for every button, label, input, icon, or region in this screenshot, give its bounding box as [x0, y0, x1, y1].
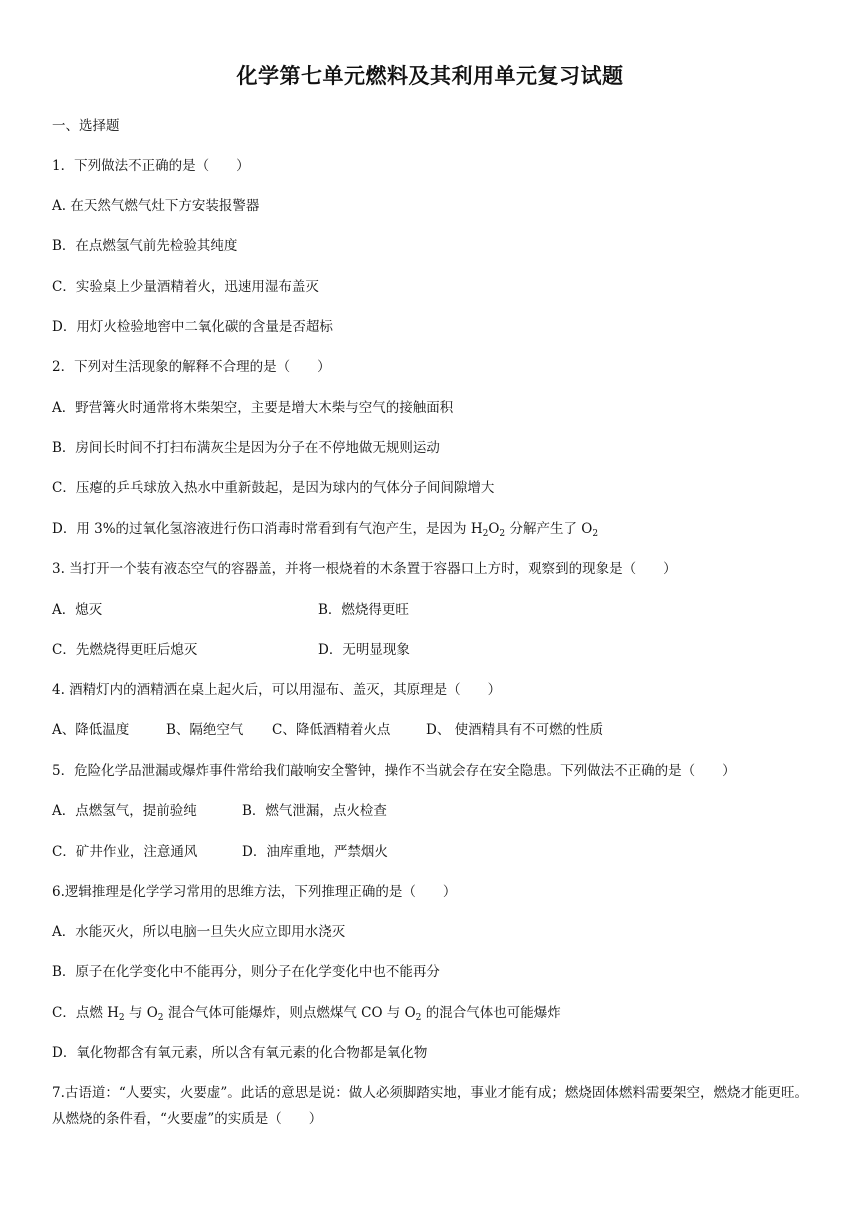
question-2-stem: 2．下列对生活现象的解释不合理的是（ ） — [52, 359, 331, 375]
question-4-option-d: D、 使酒精具有不可燃的性质 — [426, 722, 604, 738]
question-3-option-a: A．熄灭 — [52, 602, 103, 618]
question-2-option-b: B．房间长时间不打扫布满灰尘是因为分子在不停地做无规则运动 — [52, 440, 440, 456]
question-2-option-c: C．压瘪的乒乓球放入热水中重新鼓起，是因为球内的气体分子间间隙增大 — [52, 480, 495, 496]
question-1-option-a: A. 在天然气燃气灶下方安装报警器 — [52, 198, 260, 214]
question-3-option-c: C．先燃烧得更旺后熄灭 — [52, 642, 198, 658]
question-2-option-d: D．用 3%的过氧化氢溶液进行伤口消毒时常看到有气泡产生，是因为 $H_2O_2$ 分解产生了 $O_2$ — [52, 521, 599, 539]
question-2-option-a: A．野营篝火时通常将木柴架空，主要是增大木柴与空气的接触面积 — [52, 400, 454, 416]
question-4-option-b: B、隔绝空气 — [166, 722, 244, 738]
question-4-stem: 4. 酒精灯内的酒精洒在桌上起火后，可以用湿布、盖灭，其原理是（ ） — [52, 682, 502, 698]
question-6-option-b: B．原子在化学变化中不能再分，则分子在化学变化中也不能再分 — [52, 964, 440, 980]
question-4-options — [52, 720, 812, 740]
question-3-options-row-1 — [52, 600, 812, 620]
question-1-option-d: D．用灯火检验地窖中二氧化碳的含量是否超标 — [52, 319, 333, 335]
question-1-option-b: B．在点燃氢气前先检验其纯度 — [52, 238, 238, 254]
question-5-options-row-1 — [52, 801, 812, 821]
question-5-option-c: C．矿井作业，注意通风 — [52, 844, 198, 860]
question-3-options-row-2 — [52, 640, 812, 660]
question-5-option-b: B．燃气泄漏，点火检查 — [242, 803, 387, 819]
question-3-stem: 3. 当打开一个装有液态空气的容器盖，并将一根烧着的木条置于容器口上方时，观察到的现象是（ ） — [52, 561, 677, 577]
question-3-option-b: B．燃烧得更旺 — [318, 602, 409, 618]
question-4-option-c: C、降低酒精着火点 — [272, 722, 391, 738]
question-5-option-a: A．点燃氢气，提前验纯 — [52, 803, 197, 819]
question-5-stem: 5．危险化学品泄漏或爆炸事件常给我们敲响安全警钟，操作不当就会存在安全隐患。下列做法不正确的是（ ） — [52, 763, 736, 779]
document-title: 化学第七单元燃料及其利用单元复习试题 — [236, 64, 624, 88]
question-5-options-row-2 — [52, 842, 812, 862]
question-3-option-d: D．无明显现象 — [318, 642, 410, 658]
question-1-stem: 1．下列做法不正确的是（ ） — [52, 158, 250, 174]
question-6-option-a: A．水能灭火，所以电脑一旦失火应立即用水浇灭 — [52, 924, 346, 940]
question-4-option-a: A、降低温度 — [52, 722, 130, 738]
question-6-option-c: C．点燃 $H_2$ 与 $O_2$ 混合气体可能爆炸，则点燃煤气 CO 与 $O_2$ 的混合气体也可能爆炸 — [52, 1005, 561, 1023]
section-heading: 一、选择题 — [52, 118, 120, 134]
question-5-option-d: D．油库重地，严禁烟火 — [242, 844, 388, 860]
question-1-option-c: C．实验桌上少量酒精着火，迅速用湿布盖灭 — [52, 279, 319, 295]
question-6-option-d: D．氧化物都含有氧元素，所以含有氧元素的化合物都是氧化物 — [52, 1045, 428, 1061]
question-6-stem: 6.逻辑推理是化学学习常用的思维方法，下列推理正确的是（ ） — [52, 884, 457, 900]
question-7-stem: 7.古语道：“人要实，火要虚”。此话的意思是说：做人必须脚踏实地，事业才能有成；燃烧固体燃料需要架空，燃烧才能更旺。从燃烧的条件看，“火要虚”的实质是（ ） — [52, 1085, 808, 1127]
